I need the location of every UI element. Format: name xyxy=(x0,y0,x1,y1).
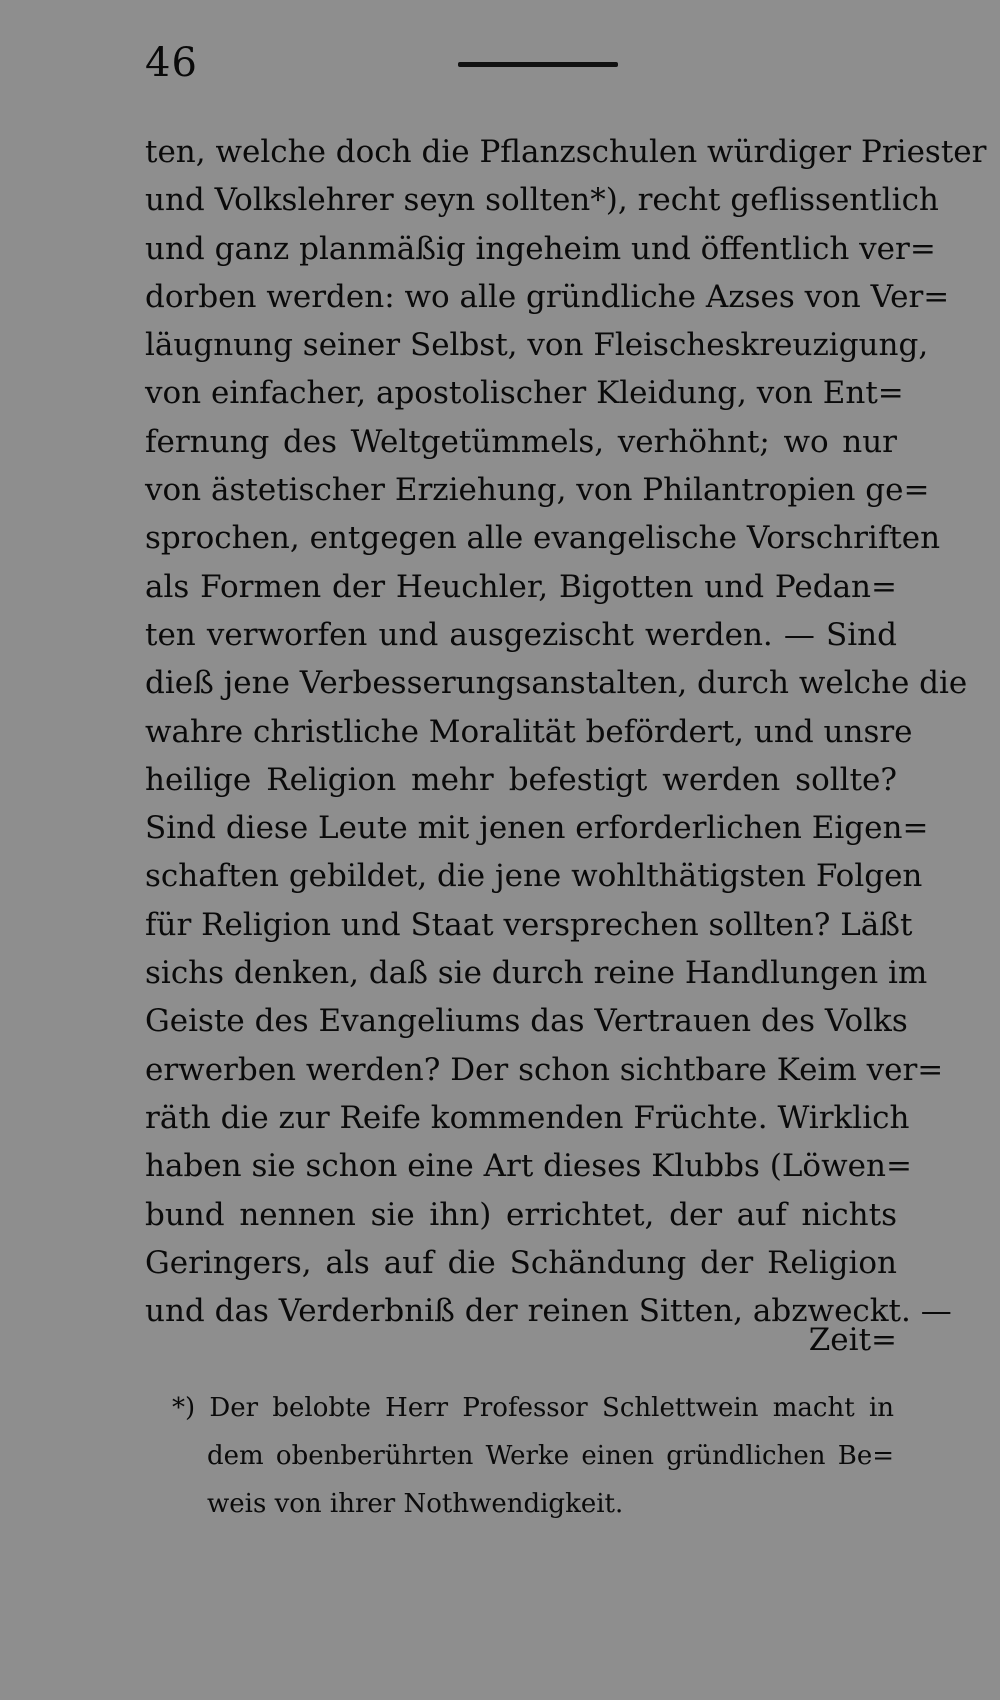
text-line: von einfacher, apostolischer Kleidung, von Ent= xyxy=(145,375,904,412)
text-line: dieß jene Verbesserungsanstalten, durch welche die xyxy=(145,665,968,702)
text-line: bund nennen sie ihn) errichtet, der auf nichts xyxy=(145,1196,897,1233)
header-rule xyxy=(458,62,618,67)
catchword: Zeit= xyxy=(808,1322,897,1358)
footnote-line: *) Der belobte Herr Professor Schlettwein macht in xyxy=(172,1393,894,1423)
text-line: räth die zur Reife kommenden Früchte. Wirklich xyxy=(145,1099,910,1136)
text-line: haben sie schon eine Art dieses Klubbs (Löwen= xyxy=(145,1148,912,1185)
text-line: Geringers, als auf die Schändung der Religion xyxy=(145,1244,897,1281)
text-line: Sind diese Leute mit jenen erforderlichen Eigen= xyxy=(145,810,929,847)
text-line: erwerben werden? Der schon sichtbare Keim ver= xyxy=(145,1051,944,1088)
text-line: als Formen der Heuchler, Bigotten und Pedan= xyxy=(145,568,897,605)
text-line: von ästetischer Erziehung, von Philantropien ge= xyxy=(145,472,930,509)
text-line: wahre christliche Moralität befördert, und unsre xyxy=(145,713,913,750)
text-line: für Religion und Staat versprechen sollten? Läßt xyxy=(145,906,913,943)
text-line: ten, welche doch die Pflanzschulen würdiger Priester xyxy=(145,134,987,170)
text-line: läugnung seiner Selbst, von Fleischeskreuzigung, xyxy=(145,327,929,364)
text-line: und das Verderbniß der reinen Sitten, abzweckt. — xyxy=(145,1293,952,1330)
footnote xyxy=(172,1384,894,1528)
text-line: und ganz planmäßig ingeheim und öffentlich ver= xyxy=(145,230,936,267)
footnote-line: weis von ihrer Nothwendigkeit. xyxy=(207,1489,624,1519)
body-text xyxy=(145,128,987,1335)
text-line: sichs denken, daß sie durch reine Handlungen im xyxy=(145,955,928,992)
text-line: und Volkslehrer seyn sollten*), recht geflissentlich xyxy=(145,182,939,219)
text-line: schaften gebildet, die jene wohlthätigsten Folgen xyxy=(145,858,923,895)
text-line: ten verworfen und ausgezischt werden. — Sind xyxy=(145,616,897,653)
text-line: sprochen, entgegen alle evangelische Vorschriften xyxy=(145,520,941,557)
text-line: dorben werden: wo alle gründliche Azses von Ver= xyxy=(145,278,950,315)
page-number: 46 xyxy=(145,40,198,86)
footnote-line: dem obenberührten Werke einen gründlichen Be= xyxy=(207,1441,894,1471)
text-line: fernung des Weltgetümmels, verhöhnt; wo nur xyxy=(145,423,897,460)
text-line: heilige Religion mehr befestigt werden sollte? xyxy=(145,761,897,798)
text-line: Geiste des Evangeliums das Vertrauen des Volks xyxy=(145,1003,908,1040)
